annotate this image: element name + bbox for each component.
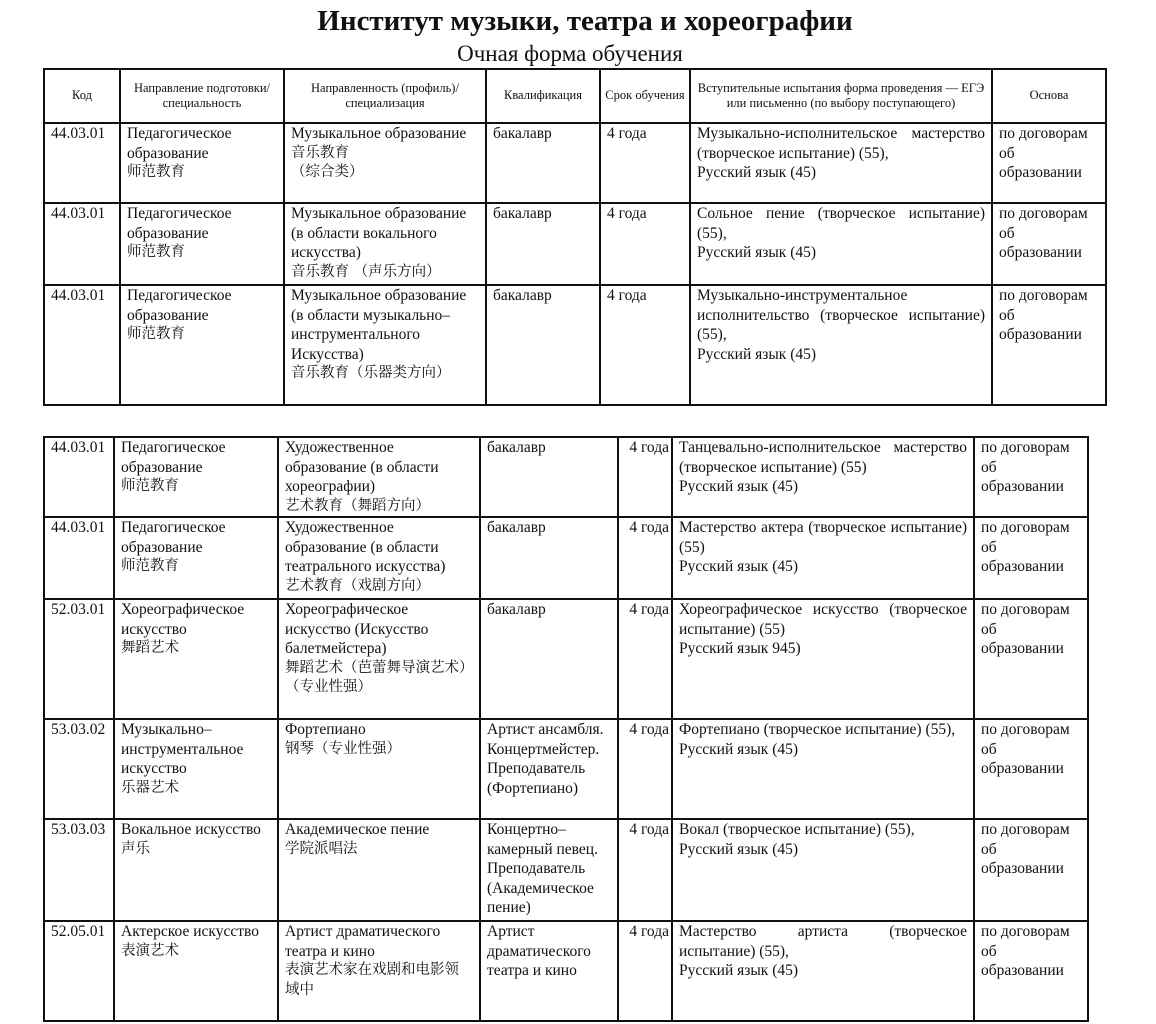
table-row: [44, 437, 1088, 517]
header-exams: Вступительные испытания форма проведения — ЕГЭ или письменно (по выбору поступающего): [690, 69, 992, 123]
basis-text: по договорам об образовании: [981, 923, 1070, 979]
profile-text: Музыкальное образование (в области вокального искусства): [291, 205, 467, 261]
code-cell: [44, 285, 120, 405]
qualification-cell: [486, 203, 600, 285]
qualification-text: бакалавр: [487, 519, 546, 536]
profile-cell: [278, 819, 480, 921]
direction-cn-text: 声乐: [121, 840, 150, 857]
code-text: 44.03.01: [51, 519, 106, 536]
code-text: 44.03.01: [51, 287, 106, 304]
profile-text: Художественное образование (в области театрального искусства): [285, 519, 446, 575]
table-row: [44, 921, 1088, 1021]
profile-cell: [278, 437, 480, 517]
table-row: [44, 123, 1106, 203]
profile-cn-text: 音乐教育 （声乐方向）: [291, 263, 441, 280]
basis-cell: [974, 599, 1088, 719]
exams-cell: [672, 599, 974, 719]
qualification-cell: [480, 599, 618, 719]
header-direction: Направление подготовки/ специальность: [120, 69, 284, 123]
term-text: 4 года: [629, 821, 669, 838]
term-cell: [600, 203, 690, 285]
code-text: 44.03.01: [51, 205, 106, 222]
profile-text: Музыкальное образование (в области музыкально– инструментального Искусства): [291, 287, 467, 363]
direction-cell: [120, 285, 284, 405]
direction-text: Педагогическое образование: [127, 125, 232, 162]
direction-cn-text: 师范教育: [127, 164, 185, 180]
qualification-cell: [486, 285, 600, 405]
profile-text: Музыкальное образование: [291, 125, 467, 142]
term-cell: [618, 921, 672, 1021]
basis-cell: [974, 517, 1088, 599]
term-cell: [600, 123, 690, 203]
basis-text: по договорам об образовании: [981, 439, 1070, 495]
code-text: 53.03.02: [51, 721, 106, 738]
direction-cn-text: 师范教育: [121, 558, 179, 574]
qualification-text: Артист драматического театра и кино: [487, 923, 591, 979]
profile-cn-text: 艺术教育（舞蹈方向）: [285, 497, 430, 514]
profile-cell: [284, 285, 486, 405]
code-text: 52.05.01: [51, 923, 106, 940]
table-row: [44, 719, 1088, 819]
direction-cn-text: 师范教育: [127, 326, 185, 342]
code-cell: [44, 819, 114, 921]
term-text: 4 года: [607, 205, 647, 222]
direction-text: Педагогическое образование: [121, 519, 226, 556]
exams-cell: [690, 203, 992, 285]
qualification-text: бакалавр: [493, 125, 552, 142]
qualification-text: бакалавр: [487, 601, 546, 618]
qualification-cell: [480, 517, 618, 599]
qualification-text: бакалавр: [493, 205, 552, 222]
direction-cn-text: 师范教育: [121, 478, 179, 494]
code-cell: [44, 123, 120, 203]
exams-cell: [672, 437, 974, 517]
exams-text: Музыкально-инструментальное исполнительство (творческое испытание) (55), Русский язык (45): [697, 287, 985, 363]
direction-text: Хореографическое искусство: [121, 601, 245, 638]
qualification-cell: [480, 719, 618, 819]
direction-cn-text: 师范教育: [127, 244, 185, 260]
profile-cell: [278, 719, 480, 819]
exams-cell: [690, 123, 992, 203]
profile-cn-text: 钢琴（专业性强）: [285, 740, 401, 757]
profile-cn-text: 音乐教育（乐器类方向）: [291, 365, 451, 381]
qualification-cell: [486, 123, 600, 203]
term-cell: [618, 719, 672, 819]
profile-cn-text: 学院派唱法: [285, 840, 358, 857]
code-text: 53.03.03: [51, 821, 106, 838]
header-qualification: Квалификация: [486, 69, 600, 123]
basis-cell: [992, 285, 1106, 405]
exams-text: Хореографическое искусство (творческое испытание) (55) Русский язык 945): [679, 601, 967, 657]
table-row: [44, 203, 1106, 285]
page-subtitle: Очная форма обучения: [457, 41, 683, 66]
code-text: 52.03.01: [51, 601, 106, 618]
direction-cell: [114, 599, 278, 719]
header-profile: Направленность (профиль)/ специализация: [284, 69, 486, 123]
exams-cell: [690, 285, 992, 405]
exams-text: Мастерство артиста (творческое испытание) (55), Русский язык (45): [679, 923, 967, 979]
profile-text: Художественное образование (в области хореографии): [285, 439, 439, 495]
qualification-cell: [480, 437, 618, 517]
code-cell: [44, 599, 114, 719]
exams-text: Танцевально-исполнительское мастерство (творческое испытание) (55) Русский язык (45): [679, 439, 967, 495]
direction-text: Вокальное искусство: [121, 821, 261, 838]
basis-text: по договорам об образовании: [981, 601, 1070, 657]
profile-text: Артист драматического театра и кино: [285, 923, 441, 960]
qualification-text: бакалавр: [487, 439, 546, 456]
profile-cell: [284, 203, 486, 285]
basis-cell: [974, 719, 1088, 819]
profile-cell: [278, 517, 480, 599]
qualification-text: Артист ансамбля. Концертмейстер. Преподаватель (Фортепиано): [487, 721, 604, 797]
term-cell: [618, 437, 672, 517]
profile-text: Хореографическое искусство (Искусство балетмейстера): [285, 601, 429, 657]
term-cell: [618, 819, 672, 921]
table-row: [44, 599, 1088, 719]
profile-cn-text: 表演艺术家在戏剧和电影领域中: [285, 962, 459, 998]
direction-text: Актерское искусство: [121, 923, 259, 940]
direction-cell: [114, 719, 278, 819]
basis-text: по договорам об образовании: [999, 205, 1088, 261]
exams-text: Фортепиано (творческое испытание) (55), Русский язык (45): [679, 721, 956, 758]
direction-cell: [114, 819, 278, 921]
profile-cell: [284, 123, 486, 203]
term-cell: [600, 285, 690, 405]
qualification-text: бакалавр: [493, 287, 552, 304]
code-text: 44.03.01: [51, 439, 106, 456]
term-text: 4 года: [629, 439, 669, 456]
direction-text: Музыкально– инструментальное искусство: [121, 721, 244, 777]
qualification-text: Концертно– камерный певец. Преподаватель (Академическое пение): [487, 821, 598, 916]
profile-cell: [278, 921, 480, 1021]
code-cell: [44, 517, 114, 599]
profile-cn-text: 音乐教育 （综合类）: [291, 144, 364, 180]
direction-cell: [114, 517, 278, 599]
code-cell: [44, 921, 114, 1021]
term-text: 4 года: [607, 125, 647, 142]
basis-cell: [974, 437, 1088, 517]
exams-text: Мастерство актера (творческое испытание) (55) Русский язык (45): [679, 519, 967, 575]
direction-cell: [114, 437, 278, 517]
direction-cn-text: 表演艺术: [121, 942, 179, 959]
code-cell: [44, 719, 114, 819]
basis-text: по договорам об образовании: [981, 519, 1070, 575]
exams-cell: [672, 819, 974, 921]
direction-cell: [120, 123, 284, 203]
header-basis: Основа: [992, 69, 1106, 123]
code-text: 44.03.01: [51, 125, 106, 142]
term-text: 4 года: [629, 519, 669, 536]
basis-cell: [992, 203, 1106, 285]
basis-text: по договорам об образовании: [999, 125, 1088, 181]
profile-cn-text: 艺术教育（戏剧方向）: [285, 577, 430, 594]
code-cell: [44, 437, 114, 517]
basis-cell: [992, 123, 1106, 203]
profile-cn-text: 舞蹈艺术（芭蕾舞导演艺术）（专业性强）: [285, 659, 467, 695]
direction-cell: [114, 921, 278, 1021]
exams-text: Сольное пение (творческое испытание) (55), Русский язык (45): [697, 205, 985, 261]
direction-cn-text: 舞蹈艺术: [121, 640, 179, 656]
page-title: Институт музыки, театра и хореографии: [317, 5, 853, 37]
basis-cell: [974, 921, 1088, 1021]
term-cell: [618, 599, 672, 719]
profile-text: Фортепиано: [285, 721, 366, 738]
table-row: [44, 285, 1106, 405]
header-code: Код: [44, 69, 120, 123]
exams-text: Вокал (творческое испытание) (55), Русский язык (45): [679, 821, 915, 858]
direction-cell: [120, 203, 284, 285]
profile-cell: [278, 599, 480, 719]
qualification-cell: [480, 819, 618, 921]
term-text: 4 года: [629, 601, 669, 618]
direction-text: Педагогическое образование: [121, 439, 226, 476]
basis-text: по договорам об образовании: [981, 721, 1070, 777]
direction-text: Педагогическое образование: [127, 287, 232, 324]
programs-table-1: [43, 68, 1107, 406]
term-text: 4 года: [629, 721, 669, 738]
direction-cn-text: 乐器艺术: [121, 779, 179, 796]
profile-text: Академическое пение: [285, 821, 430, 838]
basis-text: по договорам об образовании: [999, 287, 1088, 343]
exams-text: Музыкально-исполнительское мастерство (творческое испытание) (55), Русский язык (45): [697, 125, 985, 181]
table-row: [44, 819, 1088, 921]
term-text: 4 года: [607, 287, 647, 304]
direction-text: Педагогическое образование: [127, 205, 232, 242]
table-row: [44, 517, 1088, 599]
programs-table-2: [43, 436, 1089, 1022]
qualification-cell: [480, 921, 618, 1021]
table-header-row: [44, 69, 1106, 123]
term-cell: [618, 517, 672, 599]
code-cell: [44, 203, 120, 285]
header-term: Срок обучения: [600, 69, 690, 123]
exams-cell: [672, 921, 974, 1021]
exams-cell: [672, 719, 974, 819]
exams-cell: [672, 517, 974, 599]
basis-cell: [974, 819, 1088, 921]
term-text: 4 года: [629, 923, 669, 940]
basis-text: по договорам об образовании: [981, 821, 1070, 877]
